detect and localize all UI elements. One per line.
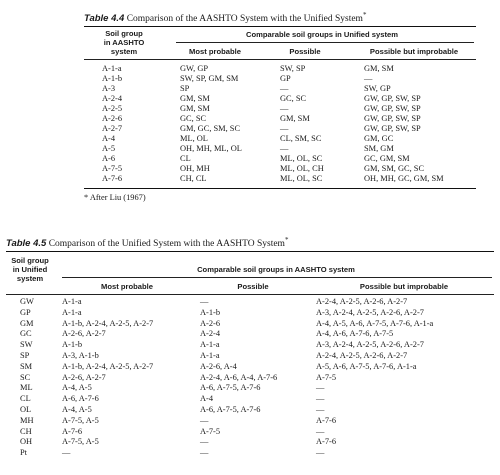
- table-cell: A-2-6: [102, 114, 123, 123]
- table-cell: A-7-6: [62, 426, 83, 436]
- table-cell: GW, GP, SW, SP: [364, 94, 421, 103]
- table-cell: A-1-a: [62, 307, 82, 317]
- table-cell: A-1-a: [200, 340, 220, 350]
- table-cell: GM, GC, SM, SC: [180, 124, 241, 133]
- table-row: [6, 340, 494, 351]
- table-cell: OH, MH: [180, 164, 210, 173]
- table-cell: A-4, A-5: [62, 383, 92, 393]
- table44-group-header: Comparable soil groups in Unified system: [246, 30, 398, 39]
- table-row: [6, 383, 494, 394]
- table-row: [6, 308, 494, 319]
- table-cell: CL: [20, 394, 31, 404]
- table-cell: GP: [280, 74, 291, 83]
- table-cell: A-1-b, A-2-4, A-2-5, A-2-7: [62, 318, 154, 328]
- table-cell: GC: [20, 329, 32, 339]
- table-cell: MH: [20, 415, 34, 425]
- table45-col-possible: Possible: [237, 282, 269, 291]
- table-row: [6, 405, 494, 416]
- table44-col-improbable: Possible but improbable: [369, 47, 459, 56]
- table-row: [6, 373, 494, 384]
- table-cell: —: [316, 394, 325, 404]
- table-cell: ML, OL: [180, 134, 208, 143]
- table-row: [6, 329, 494, 340]
- table45-body: [6, 297, 494, 459]
- table-cell: SC: [20, 372, 31, 382]
- table-cell: GW: [20, 297, 34, 306]
- table-cell: —: [316, 383, 325, 393]
- table-cell: SM, GM: [364, 144, 394, 153]
- table-cell: A-2-4, A-6, A-4, A-7-6: [200, 372, 278, 382]
- table-cell: —: [200, 415, 209, 425]
- table-cell: A-1-a: [102, 64, 122, 73]
- table-cell: A-2-6, A-2-7: [62, 329, 106, 339]
- table-cell: A-1-b, A-2-4, A-2-5, A-2-7: [62, 361, 154, 371]
- table-row: [84, 104, 476, 114]
- table-cell: SP: [180, 84, 190, 93]
- table-cell: A-3, A-2-4, A-2-5, A-2-6, A-2-7: [316, 340, 424, 350]
- table-cell: A-2-4: [200, 329, 221, 339]
- table-cell: GP: [20, 307, 31, 317]
- table-row: [84, 154, 476, 164]
- table-cell: A-7-5: [102, 164, 123, 173]
- table44-footnote: * After Liu (1967): [84, 193, 146, 202]
- table44-col-possible: Possible: [289, 47, 321, 56]
- table-cell: GC, SC: [280, 94, 307, 103]
- table-cell: A-1-b: [62, 340, 83, 350]
- table-cell: ML: [20, 383, 33, 393]
- table-cell: SM: [20, 361, 33, 371]
- table-cell: A-7-5: [200, 426, 221, 436]
- table-cell: GM, SM, GC, SC: [364, 164, 425, 173]
- table-cell: A-7-6: [316, 415, 337, 425]
- table-cell: OH: [20, 437, 33, 447]
- table-cell: —: [200, 448, 209, 458]
- table44-caption: [84, 10, 366, 25]
- table-cell: A-4, A-5: [62, 404, 92, 414]
- table-cell: OH, MH, GC, GM, SM: [364, 174, 444, 183]
- table-row: [84, 94, 476, 104]
- table44-row-label-header: Soil group in AASHTO system: [103, 29, 145, 56]
- table-cell: A-4: [102, 134, 116, 143]
- table-row: [6, 362, 494, 373]
- table45-caption: [6, 235, 288, 250]
- table-cell: GW, GP: [180, 64, 209, 73]
- table-cell: GM, SM: [280, 114, 310, 123]
- table-cell: GC, SC: [180, 114, 207, 123]
- table-row: [84, 84, 476, 94]
- table-cell: A-6, A-7-5, A-7-6: [200, 404, 261, 414]
- table-cell: A-7-5, A-5: [62, 415, 99, 425]
- table-cell: SW, SP, GM, SM: [180, 74, 239, 83]
- table-cell: A-1-a: [62, 297, 82, 306]
- table-row: [6, 427, 494, 438]
- table45-header-rule: [6, 294, 494, 295]
- table44-title: Comparison of the AASHTO System with the Unified System: [126, 14, 363, 25]
- table-cell: A-4, A-5, A-6, A-7-5, A-7-6, A-1-a: [316, 318, 434, 328]
- table-row: [6, 448, 494, 459]
- table44-header-rule: [84, 59, 476, 60]
- table-cell: ML, OL, SC: [280, 174, 323, 183]
- table-cell: GW, GP, SW, SP: [364, 114, 421, 123]
- table44-col-most-probable: Most probable: [189, 47, 241, 56]
- table-cell: A-2-6, A-4: [200, 361, 237, 371]
- table-cell: A-2-5: [102, 104, 123, 113]
- table-cell: GM, GC: [364, 134, 394, 143]
- table45-group-rule: [62, 277, 492, 278]
- table44-bottom-rule: [84, 188, 476, 189]
- table-row: [84, 124, 476, 134]
- table45-col-improbable: Possible but improbable: [359, 282, 449, 291]
- table45-title: Comparison of the Unified System with the AASHTO System: [48, 239, 285, 250]
- table-row: [84, 174, 476, 184]
- table45-title-marker: *: [284, 236, 289, 244]
- table-row: [84, 144, 476, 154]
- table-row: [84, 114, 476, 124]
- table-cell: A-2-6, A-2-7: [62, 372, 106, 382]
- table45-group-header: Comparable soil groups in AASHTO system: [197, 265, 355, 274]
- table-cell: —: [316, 426, 325, 436]
- table-row: [84, 134, 476, 144]
- table-cell: —: [316, 404, 325, 414]
- table-cell: SW, SP: [280, 64, 306, 73]
- table-cell: A-7-6: [102, 174, 123, 183]
- table-cell: —: [280, 124, 289, 133]
- table-cell: OH, MH, ML, OL: [180, 144, 242, 153]
- table44-group-rule: [176, 42, 474, 43]
- table-cell: A-4, A-6, A-7-6, A-7-5: [316, 329, 394, 339]
- table-cell: CL, SM, SC: [280, 134, 322, 143]
- table-cell: ML, OL, SC: [280, 154, 323, 163]
- table-cell: SW, GP: [364, 84, 391, 93]
- table-cell: A-2-4, A-2-5, A-2-6, A-2-7: [316, 297, 408, 306]
- table-cell: A-2-7: [102, 124, 123, 133]
- table-cell: A-1-b: [200, 307, 221, 317]
- table-row: [84, 164, 476, 174]
- table-cell: OL: [20, 404, 32, 414]
- table-cell: —: [200, 297, 209, 306]
- table-cell: A-2-4, A-2-5, A-2-6, A-2-7: [316, 350, 408, 360]
- table45-label: Table 4.5: [6, 238, 47, 250]
- table-cell: SW: [20, 340, 33, 350]
- table-row: [84, 64, 476, 74]
- table44-top-rule: [84, 26, 476, 27]
- table-cell: A-7-6: [316, 437, 337, 447]
- table-row: [6, 394, 494, 405]
- table-cell: A-2-6: [200, 318, 221, 328]
- table-cell: A-7-5, A-5: [62, 437, 99, 447]
- table-row: [6, 416, 494, 427]
- table-cell: GM, SM: [364, 64, 394, 73]
- table-cell: GW, GP, SW, SP: [364, 104, 421, 113]
- table-cell: A-6: [102, 154, 116, 163]
- table-row: [6, 319, 494, 330]
- table-cell: GM, SM: [180, 104, 210, 113]
- table-cell: A-2-4: [102, 94, 123, 103]
- table-cell: GM, SM: [180, 94, 210, 103]
- table-row: [84, 74, 476, 84]
- table-cell: A-1-a: [200, 350, 220, 360]
- table-cell: A-3, A-2-4, A-2-5, A-2-6, A-2-7: [316, 307, 424, 317]
- table-cell: —: [200, 437, 209, 447]
- table-cell: CH, CL: [180, 174, 207, 183]
- table-cell: —: [316, 448, 325, 458]
- table44-label: Table 4.4: [84, 13, 125, 25]
- table-cell: GW, GP, SW, SP: [364, 124, 421, 133]
- table-cell: A-3: [102, 84, 116, 93]
- table45-col-most-probable: Most probable: [101, 282, 153, 291]
- table45-top-rule: [6, 251, 494, 252]
- table-cell: —: [280, 104, 289, 113]
- table-cell: CH: [20, 426, 32, 436]
- table-row: [6, 297, 494, 308]
- table-cell: A-5: [102, 144, 116, 153]
- table-row: [6, 351, 494, 362]
- table-cell: A-5, A-6, A-7-5, A-7-6, A-1-a: [316, 361, 417, 371]
- table-cell: A-4: [200, 394, 214, 404]
- table-cell: ML, OL, CH: [280, 164, 324, 173]
- table-cell: SP: [20, 350, 30, 360]
- table-cell: —: [280, 84, 289, 93]
- table45-row-label-header: Soil group in Unified system: [11, 256, 49, 283]
- table-cell: A-1-b: [102, 74, 123, 83]
- table-cell: A-6, A-7-5, A-7-6: [200, 383, 261, 393]
- table-cell: Pt: [20, 448, 27, 458]
- table-cell: —: [364, 74, 373, 83]
- table-cell: A-7-5: [316, 372, 337, 382]
- table-cell: —: [280, 144, 289, 153]
- table-cell: —: [62, 448, 71, 458]
- table-cell: GM: [20, 318, 34, 328]
- table-cell: CL: [180, 154, 191, 163]
- table-cell: A-3, A-1-b: [62, 350, 99, 360]
- table44-title-marker: *: [362, 11, 367, 19]
- table44-body: [84, 64, 476, 184]
- table-row: [6, 437, 494, 448]
- table-cell: A-6, A-7-6: [62, 394, 99, 404]
- table-cell: GC, GM, SM: [364, 154, 410, 163]
